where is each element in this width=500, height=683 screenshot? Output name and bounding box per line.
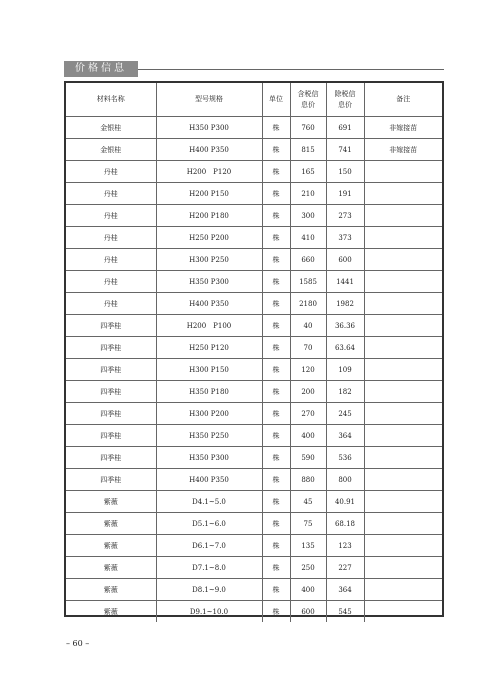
- cell-name: 紫薇: [66, 557, 156, 579]
- table-row: [66, 557, 442, 579]
- cell-unit: 株: [262, 337, 290, 359]
- cell-name: 紫薇: [66, 491, 156, 513]
- table-row: [66, 491, 442, 513]
- cell-price-notax: 545: [326, 601, 364, 623]
- cell-spec: H400 P350: [156, 469, 262, 491]
- section-header: [64, 61, 444, 77]
- cell-name: 四季桂: [66, 337, 156, 359]
- table-row: [66, 293, 442, 315]
- cell-unit: 株: [262, 183, 290, 205]
- cell-price-tax: 815: [290, 139, 326, 161]
- cell-unit: 株: [262, 359, 290, 381]
- cell-name: 四季桂: [66, 425, 156, 447]
- cell-price-tax: 250: [290, 557, 326, 579]
- cell-spec: D6.1~7.0: [156, 535, 262, 557]
- cell-spec: H350 P300: [156, 447, 262, 469]
- cell-name: 紫薇: [66, 601, 156, 623]
- cell-price-notax: 800: [326, 469, 364, 491]
- cell-price-tax: 200: [290, 381, 326, 403]
- cell-price-tax: 75: [290, 513, 326, 535]
- cell-unit: 株: [262, 315, 290, 337]
- table-row: [66, 117, 442, 139]
- table-row: [66, 271, 442, 293]
- cell-remark: [364, 315, 442, 337]
- cell-price-notax: 536: [326, 447, 364, 469]
- cell-price-notax: 364: [326, 579, 364, 601]
- cell-name: 四季桂: [66, 403, 156, 425]
- cell-price-notax: 150: [326, 161, 364, 183]
- cell-unit: 株: [262, 579, 290, 601]
- cell-price-notax: 1982: [326, 293, 364, 315]
- cell-remark: [364, 249, 442, 271]
- cell-price-notax: 227: [326, 557, 364, 579]
- col-header-price-tax: [290, 83, 326, 117]
- cell-name: 金银桂: [66, 139, 156, 161]
- table-row: [66, 381, 442, 403]
- cell-unit: 株: [262, 249, 290, 271]
- cell-name: 四季桂: [66, 359, 156, 381]
- cell-remark: [364, 293, 442, 315]
- col-header-spec: 型号规格: [156, 83, 262, 117]
- cell-price-notax: 63.64: [326, 337, 364, 359]
- cell-unit: 株: [262, 535, 290, 557]
- table-row: [66, 425, 442, 447]
- table-row: [66, 601, 442, 623]
- col-header-remark: 备注: [364, 83, 442, 117]
- col-header-name: 材料名称: [66, 83, 156, 117]
- col-header-price-notax-label: 除税信息价: [334, 89, 356, 109]
- cell-price-notax: 123: [326, 535, 364, 557]
- cell-remark: [364, 205, 442, 227]
- cell-price-tax: 400: [290, 425, 326, 447]
- cell-unit: 株: [262, 491, 290, 513]
- cell-price-tax: 165: [290, 161, 326, 183]
- cell-remark: [364, 447, 442, 469]
- cell-price-notax: 1441: [326, 271, 364, 293]
- cell-spec: D7.1~8.0: [156, 557, 262, 579]
- cell-remark: [364, 161, 442, 183]
- cell-price-notax: 364: [326, 425, 364, 447]
- cell-spec: D8.1~9.0: [156, 579, 262, 601]
- cell-price-tax: 1585: [290, 271, 326, 293]
- cell-price-notax: 109: [326, 359, 364, 381]
- cell-price-tax: 880: [290, 469, 326, 491]
- cell-price-tax: 600: [290, 601, 326, 623]
- cell-remark: [364, 513, 442, 535]
- section-title: 价格信息: [64, 61, 138, 77]
- cell-unit: 株: [262, 425, 290, 447]
- cell-price-notax: 40.91: [326, 491, 364, 513]
- table-row: [66, 359, 442, 381]
- cell-name: 丹桂: [66, 227, 156, 249]
- cell-name: 丹桂: [66, 293, 156, 315]
- col-header-price-notax: [326, 83, 364, 117]
- cell-spec: H300 P150: [156, 359, 262, 381]
- cell-price-tax: 660: [290, 249, 326, 271]
- table-row: [66, 469, 442, 491]
- cell-spec: H300 P250: [156, 249, 262, 271]
- price-table-frame: [64, 81, 444, 617]
- cell-spec: H200 P180: [156, 205, 262, 227]
- cell-price-notax: 373: [326, 227, 364, 249]
- cell-spec: D4.1~5.0: [156, 491, 262, 513]
- cell-price-tax: 2180: [290, 293, 326, 315]
- cell-name: 紫薇: [66, 579, 156, 601]
- cell-price-tax: 400: [290, 579, 326, 601]
- cell-spec: H200 P120: [156, 161, 262, 183]
- price-table: [66, 83, 442, 622]
- cell-remark: [364, 535, 442, 557]
- table-row: [66, 535, 442, 557]
- cell-price-tax: 120: [290, 359, 326, 381]
- cell-spec: D5.1~6.0: [156, 513, 262, 535]
- table-row: [66, 249, 442, 271]
- cell-remark: [364, 425, 442, 447]
- cell-price-notax: 691: [326, 117, 364, 139]
- table-row: [66, 139, 442, 161]
- cell-price-notax: 68.18: [326, 513, 364, 535]
- cell-price-tax: 40: [290, 315, 326, 337]
- cell-remark: [364, 381, 442, 403]
- cell-spec: H250 P120: [156, 337, 262, 359]
- table-body: [66, 117, 442, 623]
- cell-remark: [364, 227, 442, 249]
- cell-remark: [364, 579, 442, 601]
- cell-name: 四季桂: [66, 315, 156, 337]
- cell-unit: 株: [262, 381, 290, 403]
- table-row: [66, 513, 442, 535]
- cell-unit: 株: [262, 513, 290, 535]
- cell-remark: [364, 557, 442, 579]
- cell-price-notax: 273: [326, 205, 364, 227]
- cell-spec: H250 P200: [156, 227, 262, 249]
- col-header-price-tax-label: 含税信息价: [297, 89, 319, 109]
- cell-unit: 株: [262, 205, 290, 227]
- cell-unit: 株: [262, 271, 290, 293]
- cell-name: 丹桂: [66, 271, 156, 293]
- cell-name: 四季桂: [66, 381, 156, 403]
- cell-unit: 株: [262, 139, 290, 161]
- cell-unit: 株: [262, 557, 290, 579]
- cell-price-tax: 270: [290, 403, 326, 425]
- header-divider: [138, 69, 444, 70]
- cell-price-notax: 245: [326, 403, 364, 425]
- cell-spec: H200 P150: [156, 183, 262, 205]
- cell-remark: [364, 271, 442, 293]
- cell-name: 丹桂: [66, 249, 156, 271]
- cell-spec: H400 P350: [156, 139, 262, 161]
- table-row: [66, 447, 442, 469]
- cell-spec: H350 P300: [156, 117, 262, 139]
- cell-price-tax: 210: [290, 183, 326, 205]
- col-header-unit: 单位: [262, 83, 290, 117]
- cell-price-tax: 70: [290, 337, 326, 359]
- table-row: [66, 315, 442, 337]
- cell-remark: [364, 359, 442, 381]
- table-row: [66, 403, 442, 425]
- table-row: [66, 227, 442, 249]
- cell-unit: 株: [262, 447, 290, 469]
- cell-price-tax: 590: [290, 447, 326, 469]
- cell-name: 丹桂: [66, 183, 156, 205]
- cell-spec: D9.1~10.0: [156, 601, 262, 623]
- cell-price-tax: 45: [290, 491, 326, 513]
- table-row: [66, 337, 442, 359]
- cell-name: 紫薇: [66, 535, 156, 557]
- table-row: [66, 205, 442, 227]
- cell-remark: [364, 469, 442, 491]
- table-header-row: [66, 83, 442, 117]
- cell-price-notax: 36.36: [326, 315, 364, 337]
- cell-price-notax: 191: [326, 183, 364, 205]
- cell-unit: 株: [262, 117, 290, 139]
- cell-remark: [364, 491, 442, 513]
- cell-spec: H400 P350: [156, 293, 262, 315]
- cell-remark: [364, 403, 442, 425]
- cell-remark: 非嫁接苗: [364, 139, 442, 161]
- cell-name: 丹桂: [66, 205, 156, 227]
- cell-name: 四季桂: [66, 447, 156, 469]
- cell-name: 四季桂: [66, 469, 156, 491]
- cell-name: 丹桂: [66, 161, 156, 183]
- cell-price-tax: 410: [290, 227, 326, 249]
- cell-remark: 非嫁接苗: [364, 117, 442, 139]
- cell-name: 紫薇: [66, 513, 156, 535]
- cell-remark: [364, 337, 442, 359]
- page-number: – 60 –: [66, 639, 90, 648]
- cell-spec: H350 P250: [156, 425, 262, 447]
- cell-unit: 株: [262, 601, 290, 623]
- cell-price-notax: 182: [326, 381, 364, 403]
- cell-remark: [364, 601, 442, 623]
- table-row: [66, 183, 442, 205]
- cell-spec: H200 P100: [156, 315, 262, 337]
- cell-spec: H300 P200: [156, 403, 262, 425]
- cell-price-tax: 300: [290, 205, 326, 227]
- cell-unit: 株: [262, 469, 290, 491]
- cell-unit: 株: [262, 161, 290, 183]
- table-row: [66, 579, 442, 601]
- table-row: [66, 161, 442, 183]
- cell-unit: 株: [262, 293, 290, 315]
- cell-price-notax: 741: [326, 139, 364, 161]
- cell-unit: 株: [262, 227, 290, 249]
- cell-unit: 株: [262, 403, 290, 425]
- cell-spec: H350 P300: [156, 271, 262, 293]
- cell-price-tax: 135: [290, 535, 326, 557]
- cell-spec: H350 P180: [156, 381, 262, 403]
- cell-price-tax: 760: [290, 117, 326, 139]
- cell-name: 金银桂: [66, 117, 156, 139]
- cell-price-notax: 600: [326, 249, 364, 271]
- cell-remark: [364, 183, 442, 205]
